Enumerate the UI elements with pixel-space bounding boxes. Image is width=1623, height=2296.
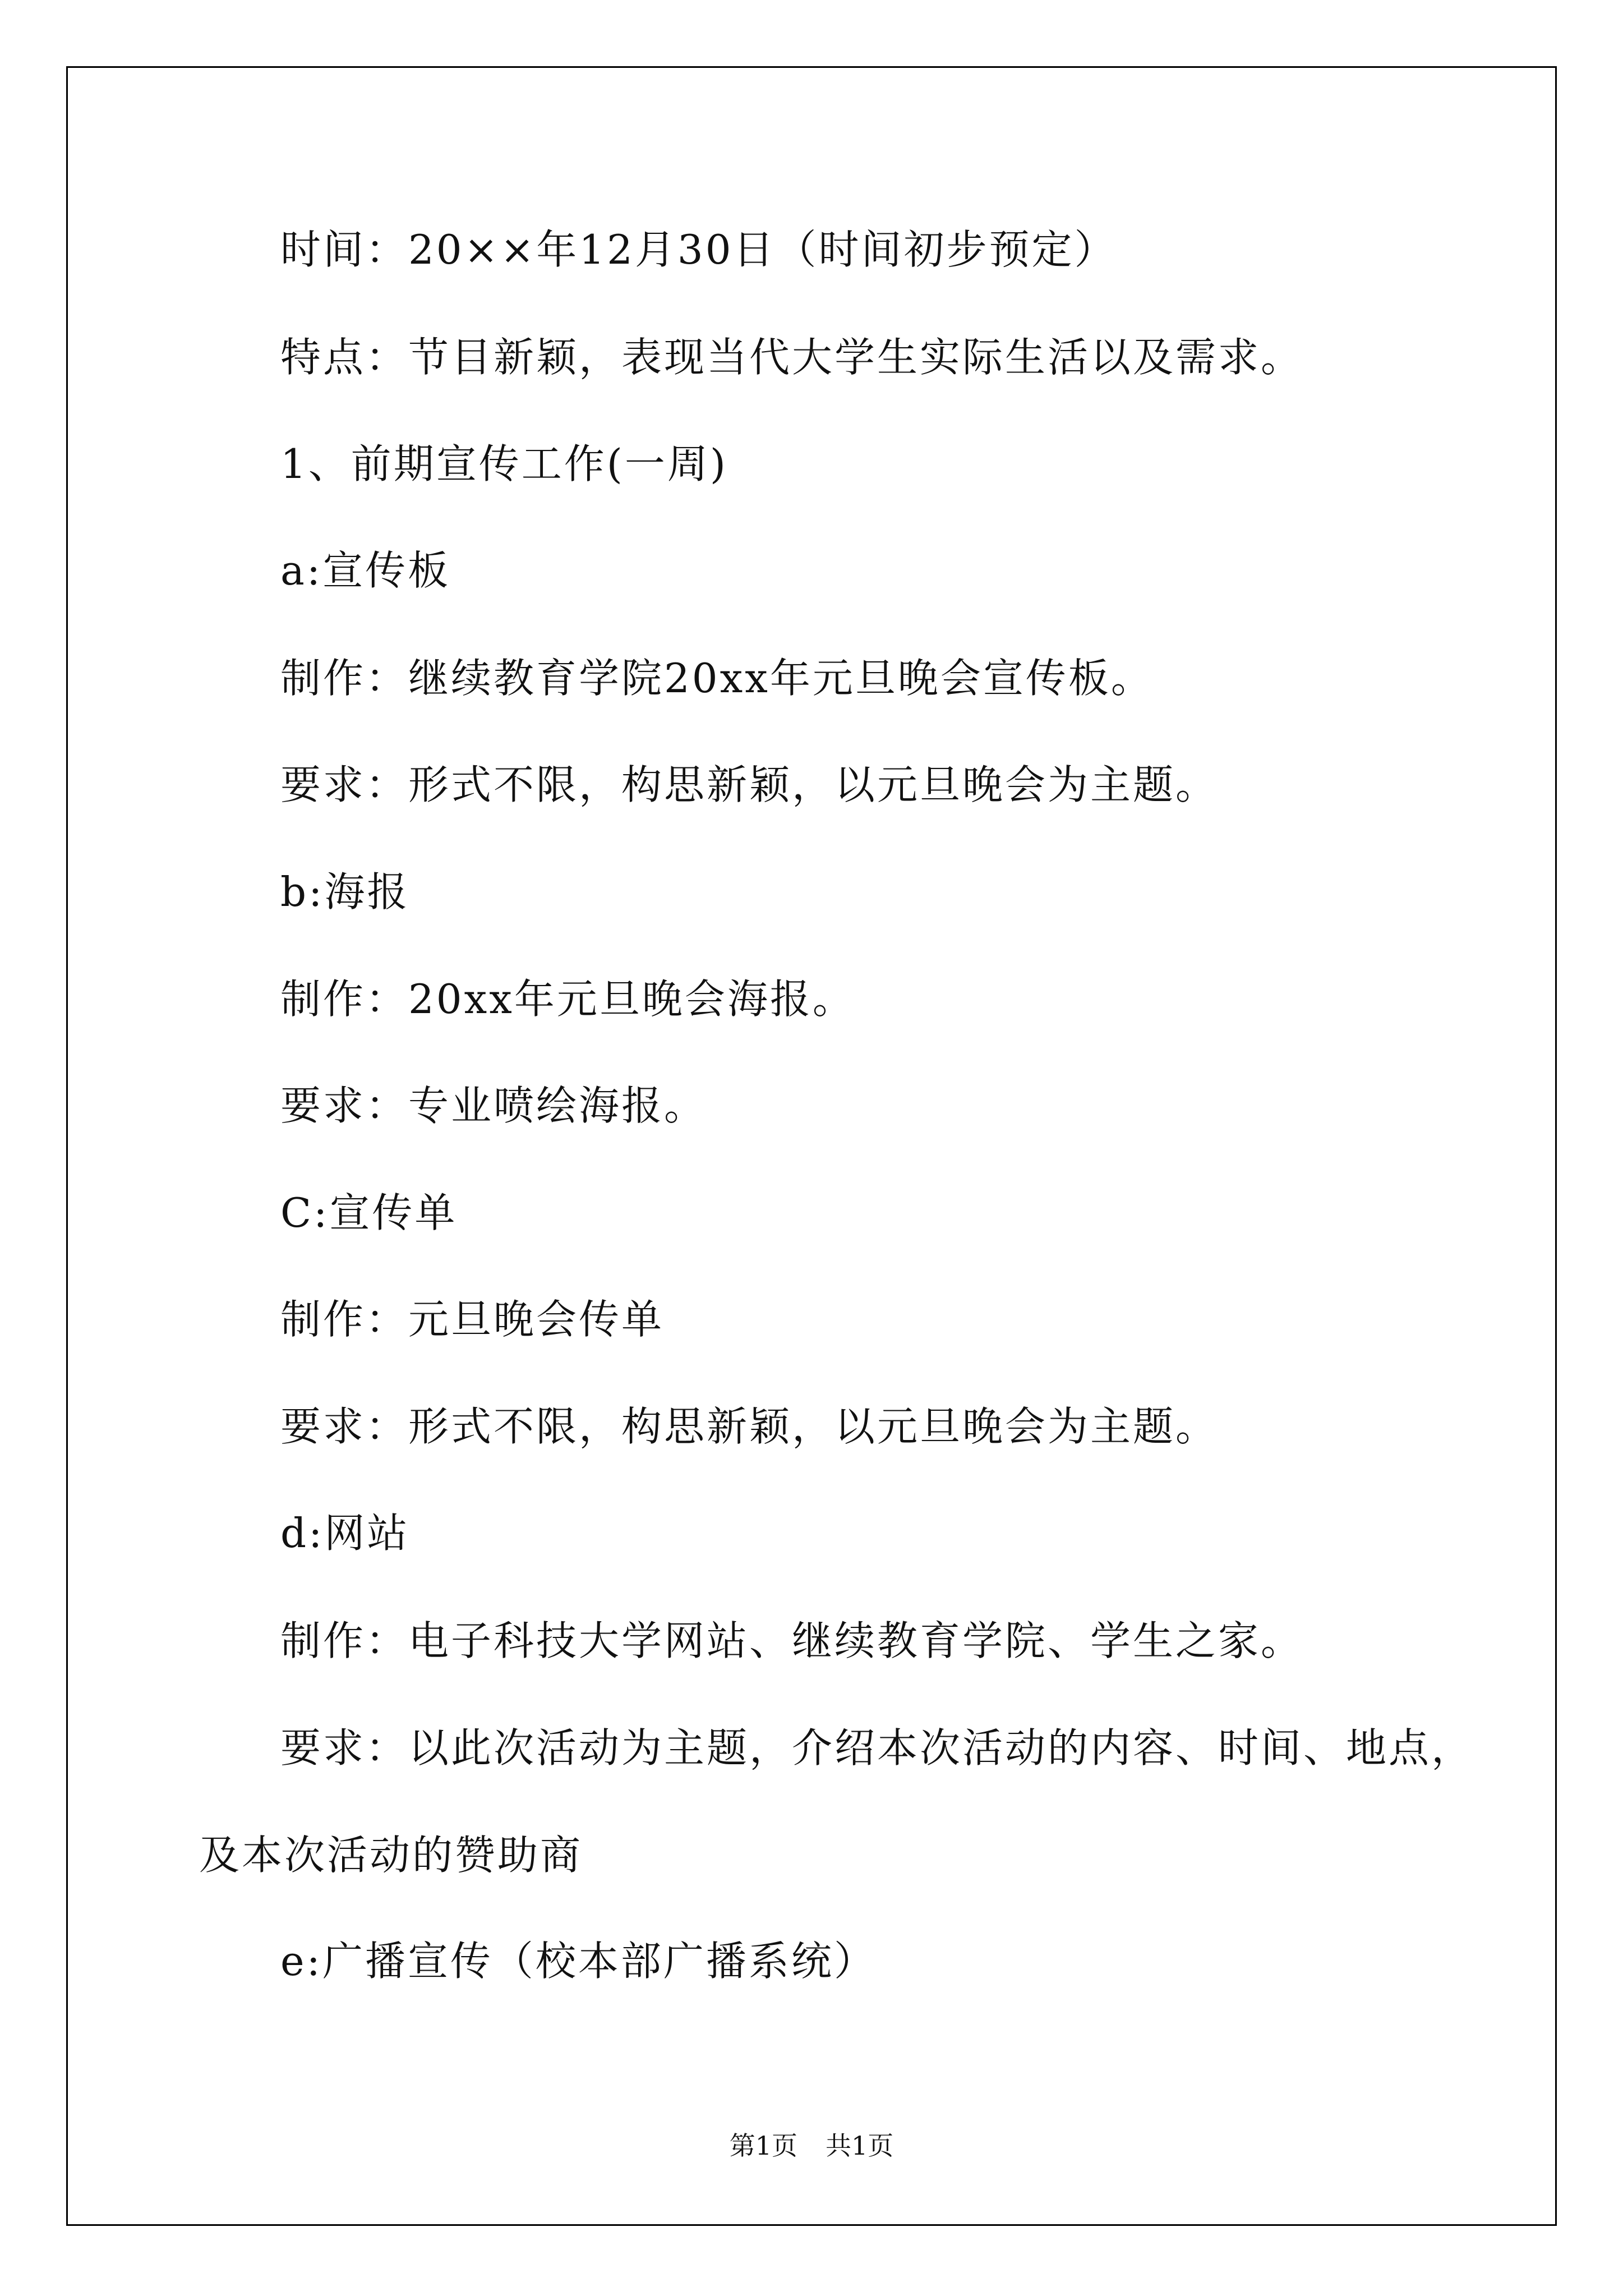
line-item-b: b:海报 (280, 868, 410, 915)
line-item-a: a:宣传板 (280, 547, 451, 594)
line-b-production: 制作：20xx年元旦晚会海报。 (280, 976, 855, 1023)
line-d-production: 制作：电子科技大学网站、继续教育学院、学生之家。 (280, 1617, 1304, 1664)
line-item-c: C:宣传单 (280, 1189, 458, 1236)
line-features: 特点：节目新颖，表现当代大学生实际生活以及需求。 (280, 334, 1304, 381)
line-c-production: 制作：元旦晚会传单 (280, 1296, 665, 1343)
line-d-requirement-continued: 及本次活动的赞助商 (199, 1832, 583, 1879)
line-item-e: e:广播宣传（校本部广播系统） (280, 1938, 877, 1985)
page-number: 第1页 (729, 2131, 797, 2161)
line-a-requirement: 要求：形式不限，构思新颖，以元旦晚会为主题。 (280, 761, 1219, 808)
line-section-heading: 1、前期宣传工作(一周) (280, 440, 728, 487)
line-c-requirement: 要求：形式不限，构思新颖，以元旦晚会为主题。 (280, 1403, 1219, 1450)
line-item-d: d:网站 (280, 1510, 410, 1557)
page-total: 共1页 (826, 2131, 894, 2161)
page-footer (0, 2129, 1623, 2162)
line-a-production: 制作：继续教育学院20xx年元旦晚会宣传板。 (280, 655, 1154, 702)
line-b-requirement: 要求：专业喷绘海报。 (280, 1082, 707, 1129)
line-time: 时间：20××年12月30日（时间初步预定） (280, 226, 1117, 273)
line-d-requirement: 要求：以此次活动为主题，介绍本次活动的内容、时间、地点， (280, 1724, 1474, 1772)
